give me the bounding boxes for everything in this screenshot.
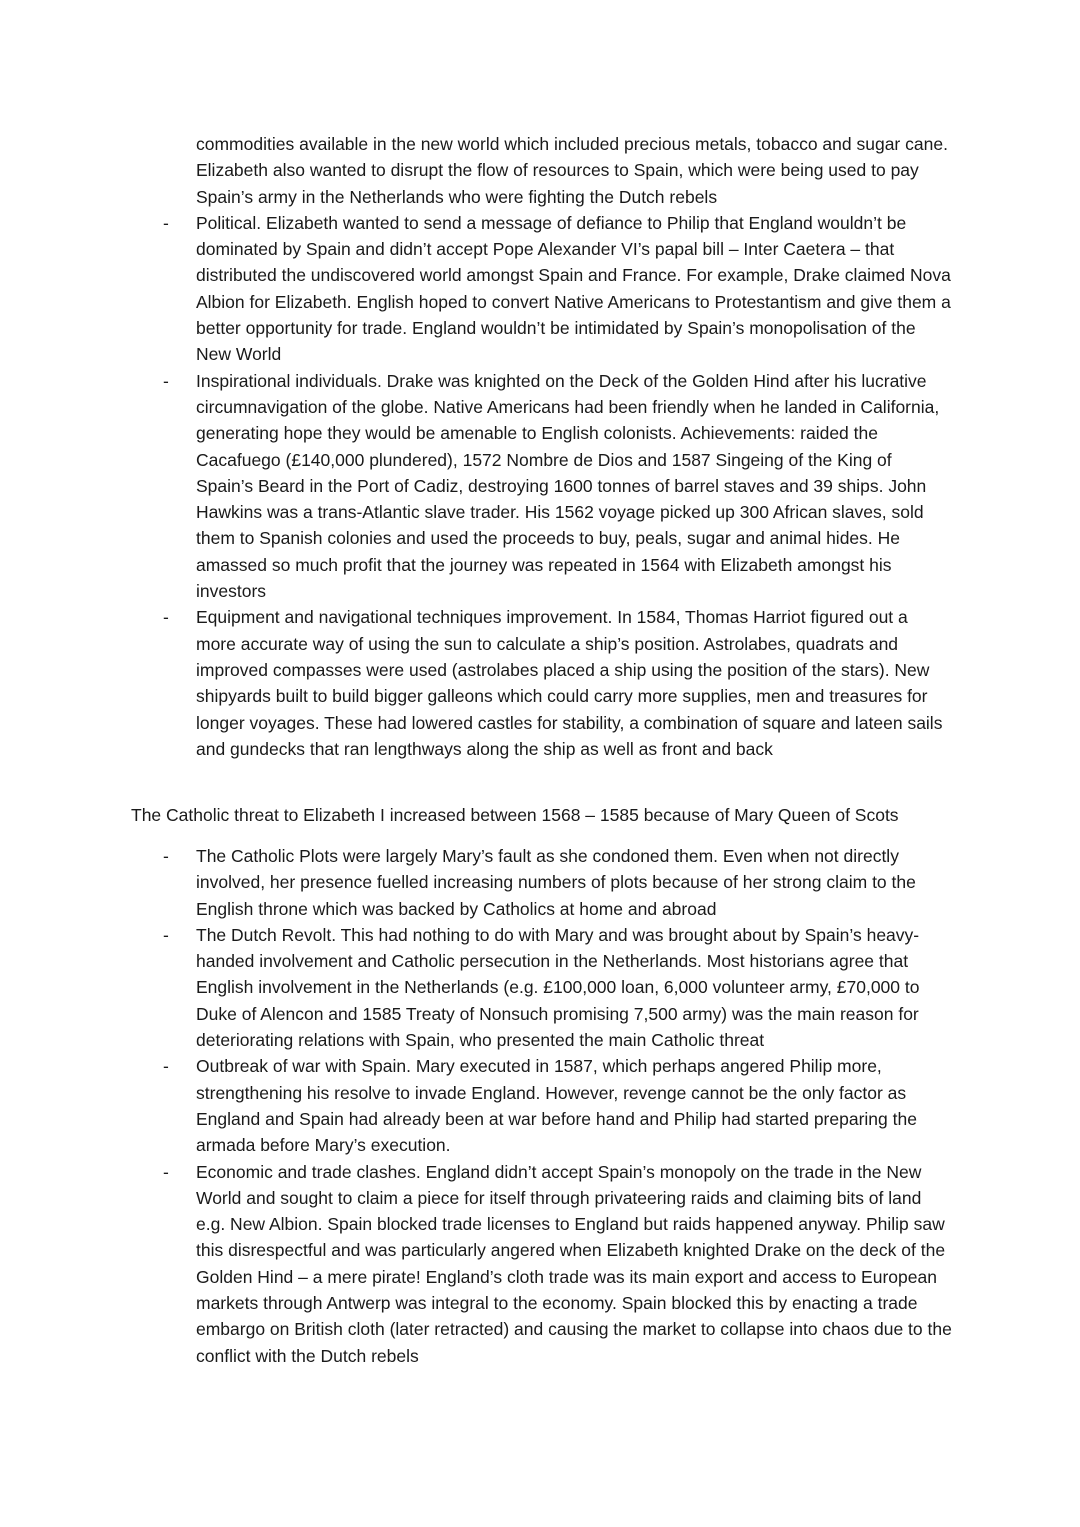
list-item-text: Inspirational individuals. Drake was knighted on the Deck of the Golden Hind after his lucrative circumnavigation of the globe. Native Americans had been friendly when he landed in California, generating hope they would be amenable to English colonists. Achievements: raided the Cacafuego (£140,000 plundered), 1572 Nombre de Dios and 1587 Singeing of the King of Spain’s Beard in the Port of Cadiz, destroying 1600 tonnes of barrel staves and 39 ships. John Hawkins was a trans-Atlantic slave trader. His 1562 voyage picked up 300 African slaves, sold them to Spanish colonies and used the proceeds to buy, peals, sugar and animal hides. He amassed so much profit that the journey was repeated in 1564 with Elizabeth amongst his investors [196, 370, 940, 602]
bullet-dash: - [163, 1161, 169, 1182]
list-item-text: Equipment and navigational techniques improvement. In 1584, Thomas Harriot figured out a more accurate way of using the sun to calculate a ship’s position. Astrolabes, quadrats and improved compasses were used (astrolabes placed a ship using the position of the stars). New shipyards built to build bigger galleons which could carry more supplies, men and treasures for longer voyages. These had lowered castles for stability, a combination of square and lateen sails and gundecks that ran lengthways along the ship as well as front and back [196, 607, 943, 759]
list-item-text: Political. Elizabeth wanted to send a message of defiance to Philip that England wouldn’t be dominated by Spain and didn’t accept Pope Alexander VI’s papal bill – Inter Caetera – that distributed the undiscovered world amongst Spain and France. For example, Drake claimed Nova Albion for Elizabeth. English hoped to convert Native Americans to Protestantism and give them a better opportunity for trade. England wouldn’t be intimidated by Spain’s monopolisation of the New World [196, 212, 951, 365]
list-item-text: The Catholic Plots were largely Mary’s fault as she condoned them. Even when not directly involved, her presence fuelled increasing numbers of plots because of her strong claim to the English throne which was backed by Catholics at home and abroad [196, 846, 916, 919]
bullet-dash: - [163, 370, 169, 391]
list-item-dutch-revolt [0, 922, 952, 1053]
bullet-dash: - [163, 212, 169, 233]
list-item-catholic-plots [0, 843, 952, 922]
catholic-threat-list [0, 843, 1080, 1369]
bullet-dash: - [163, 607, 169, 628]
list-item-war-with-spain [0, 1053, 952, 1158]
section-heading: The Catholic threat to Elizabeth I increased between 1568 – 1585 because of Mary Queen of Scots [131, 805, 899, 825]
list-item-continued [0, 131, 952, 210]
list-item-inspirational-individuals [0, 368, 952, 605]
list-item-political [0, 210, 952, 368]
reasons-list [0, 131, 1080, 762]
list-item-text: commodities available in the new world which included precious metals, tobacco and sugar cane. Elizabeth also wanted to disrupt the flow of resources to Spain, which were being used to pay Spain’s army in the Netherlands who were fighting the Dutch rebels [196, 134, 948, 207]
list-item-text: The Dutch Revolt. This had nothing to do with Mary and was brought about by Spain’s heavy-handed involvement and Catholic persecution in the Netherlands. Most historians agree that English involvement in the Netherlands (e.g. £100,000 loan, 6,000 volunteer army, £70,000 to Duke of Alencon and 1585 Treaty of Nonsuch promising 7,500 army) was the main reason for deteriorating relations with Spain, who presented the main Catholic threat [196, 924, 920, 1051]
list-item-equipment [0, 604, 952, 762]
list-item-text: Economic and trade clashes. England didn’t accept Spain’s monopoly on the trade in the New World and sought to claim a piece for itself through privateering raids and claiming bits of land e.g. New Albion. Spain blocked trade licenses to England but raids happened anyway. Philip saw this disrespectful and was particularly angered when Elizabeth knighted Drake on the deck of the Golden Hind – a mere pirate! England’s cloth trade was its main export and access to European markets through Antwerp was integral to the economy. Spain blocked this by enacting a trade embargo on British cloth (later retracted) and causing the market to collapse into chaos due to the conflict with the Dutch rebels [196, 1161, 952, 1366]
bullet-dash: - [163, 846, 169, 866]
bullet-dash: - [163, 924, 169, 945]
bullet-dash: - [163, 1056, 169, 1077]
list-item-economic-trade [0, 1159, 952, 1369]
list-item-text: Outbreak of war with Spain. Mary executed in 1587, which perhaps angered Philip more, strengthening his resolve to invade England. However, revenge cannot be the only factor as England and Spain had already been at war before hand and Philip had started preparing the armada before Mary’s execution. [196, 1056, 917, 1156]
